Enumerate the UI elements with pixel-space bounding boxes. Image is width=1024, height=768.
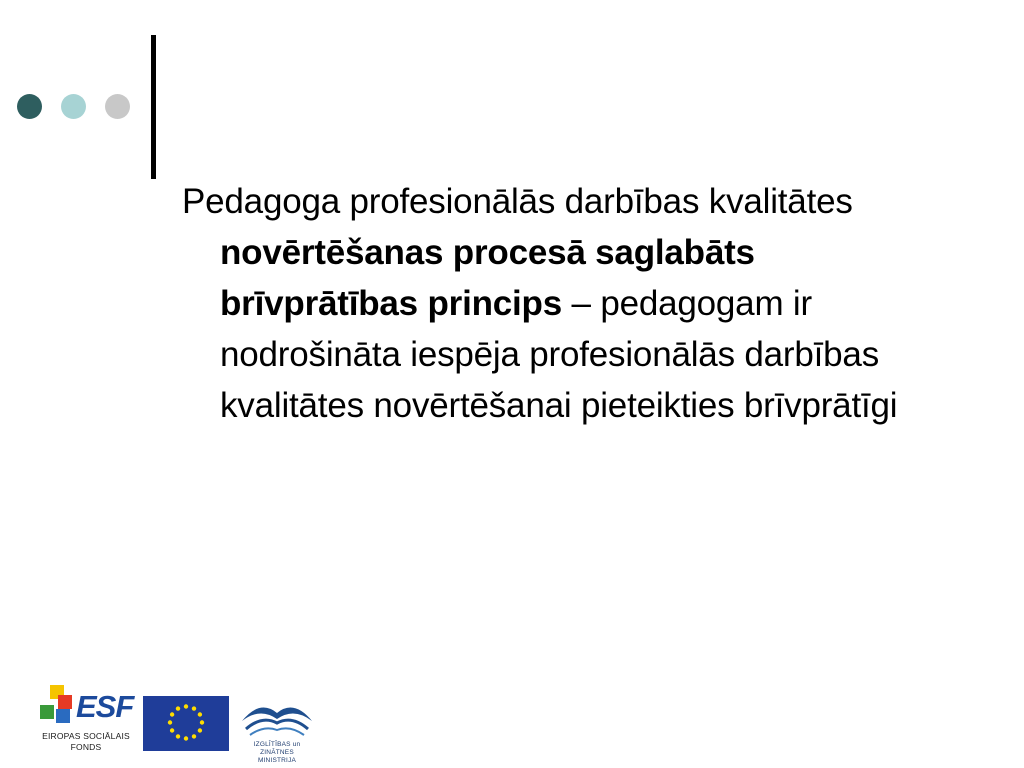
bullet-text-bold: novērtēšanas procesā saglabāts brīvprātības princips — [220, 233, 755, 323]
esf-logo — [36, 683, 136, 761]
esf-red-square — [58, 695, 72, 709]
esf-caption-line1: EIROPAS SOCIĀLAIS — [42, 731, 130, 741]
ministry-caption-line1: IZGLĪTĪBAS un ZINĀTNES — [253, 741, 301, 756]
eu-flag-logo — [143, 696, 229, 751]
decorative-dots — [17, 94, 132, 120]
ministry-caption-line2: MINISTRIJA — [257, 757, 297, 764]
bullet-text-part1: Pedagoga profesionālās darbības kvalitātes — [182, 182, 853, 221]
vertical-accent-line — [151, 35, 156, 179]
esf-letters: ESF — [76, 689, 134, 724]
open-book-icon — [236, 693, 318, 739]
bullet-text-part2: – pedagogam ir nodrošināta iespēja profesionālās darbības kvalitātes novērtēšanai pieteikties brīvprātīgi — [220, 284, 898, 425]
ministry-caption — [236, 741, 318, 765]
esf-blue-square — [56, 709, 70, 723]
footer-logos — [36, 683, 326, 763]
eu-stars-icon — [143, 696, 229, 751]
light-teal-dot — [61, 94, 86, 119]
gray-dot — [105, 94, 130, 119]
ministry-logo — [236, 693, 318, 763]
esf-green-square — [40, 705, 54, 719]
esf-caption — [36, 731, 136, 753]
esf-caption-line2: FONDS — [70, 742, 102, 752]
slide-bullet-text — [182, 176, 940, 431]
dark-teal-dot — [17, 94, 42, 119]
